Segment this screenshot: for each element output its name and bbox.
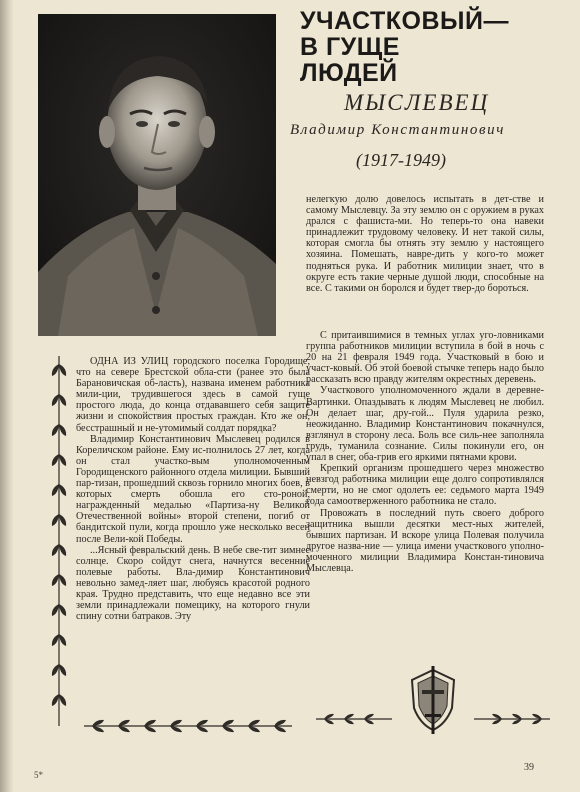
laurel-border-bottom	[82, 718, 294, 734]
paragraph: Участкового уполномоченного ждали в деревне-Вартинки. Опаздывать к людям Мыслевец не любил. Он делает шаг, дру-гой... Пуля ударила резко, неожиданно. Владимир Константинович покачнулся, взглянул в сторону леса. Боль все силь-нее заполняла грудь, туманила сознание. Силы покинули его, он упал в снег, оба-грив его яркими пятнами крови.	[306, 385, 544, 464]
portrait-image	[38, 14, 276, 336]
portrait-photo	[38, 14, 276, 336]
paragraph: нелегкую долю довелось испытать в дет-стве и самому Мыслевцу. За эту землю он с оружием в руках дрался с фашиста-ми. Но теперь-то она навеки принадлежит трудовому человеку. И нет такой силы, которая смогла бы отнять эту землю у настоящего хозяина. Помешать, навре-дить у кого-то может подняться рука. И работник милиции знает, что в округе есть такие черные душой люди, способные на все. С такими он боролся и будет твер-до бороться.	[306, 194, 544, 294]
paragraph: ОДНА ИЗ УЛИЦ городского поселка Городище, что на севере Брестской обла-сти (ранее это была Барановичская об-ласть), названа именем работника мили-ции, трудившегося здесь в самой гуще простого люда, до конца отдававшего себя защите жизни и спокойствия простых граждан. Кто же он, бесстрашный и не-утомимый солдат порядка?	[76, 356, 310, 434]
police-emblem-icon	[392, 664, 474, 736]
paragraph: Владимир Константинович Мыслевец родился в Кореличском районе. Ему ис-полнилось 27 лет, когда он стал участко-вым уполномоченным Городищенского районного отдела милиции. Бывший пар-тизан, прошедший сквозь горнило многих боев, в которых смерть обошла его сто-роной, награжденный медалью «Партиза-ну Великой Отечественной войны» второй степени, погиб от бандитской пули, когда прошло уже несколько весен после Вели-кой Победы.	[76, 433, 310, 545]
left-column	[76, 356, 310, 622]
right-top-column	[306, 194, 544, 294]
paragraph: Провожать в последний путь своего доброго защитника вышли десятки мест-ных жителей, бывших партизан. И вскоре улица Полевая получила другое назва-ние — улица имени участкового уполно-моченного милиции Владимира Констан-тиновича Мыслевца.	[306, 507, 544, 574]
laurel-branch-left	[316, 712, 392, 726]
person-surname: МЫСЛЕВЕЦ	[344, 90, 490, 115]
laurel-branch-icon	[316, 712, 392, 726]
laurel-ornament-icon	[50, 352, 68, 730]
laurel-ornament-icon	[82, 718, 294, 734]
headline-line-2: В ГУЩЕ	[300, 33, 400, 61]
shield-sword-icon	[392, 664, 474, 736]
page-binding-shadow	[0, 0, 14, 792]
headline-line-1: УЧАСТКОВЫЙ—	[300, 7, 509, 35]
laurel-branch-icon	[474, 712, 550, 726]
page-number: 39	[524, 762, 534, 773]
laurel-border-left	[50, 352, 68, 730]
paragraph: ...Ясный февральский день. В небе све-тит зимнее солнце. Скоро сойдут снега, начнутся весенние полевые работы. Вла-димир Константинович невольно замед-ляет шаг, любуясь красотой родного края. Трудно представить, что еще недавно все эти земли принадлежали помещику, на которого гнули спину сотни батраков. Эту	[76, 544, 310, 623]
headline-line-3: ЛЮДЕЙ	[300, 59, 398, 87]
paragraph: Крепкий организм прошедшего через множество невзгод работника милиции еще долго сопротивлялся смерти, но не смог одолеть ее: седьмого марта 1949 года самоотверженного работника не стало.	[306, 463, 544, 508]
right-bottom-column	[306, 330, 544, 574]
laurel-branch-right	[474, 712, 550, 726]
article-headline	[300, 8, 560, 86]
person-fullname: Владимир Константинович	[290, 122, 505, 138]
person-years: (1917-1949)	[356, 150, 446, 170]
signature-mark: 5*	[34, 770, 43, 780]
paragraph: С притаившимися в темных углах уго-ловниками группа работников милиции вступила в бой в ночь с 20 на 21 февраля 1949 года. Участковый в бою и участ-ковый. Об этой боевой стычке теперь надо было рассказать всю правду жителям окрестных деревень.	[306, 330, 544, 386]
